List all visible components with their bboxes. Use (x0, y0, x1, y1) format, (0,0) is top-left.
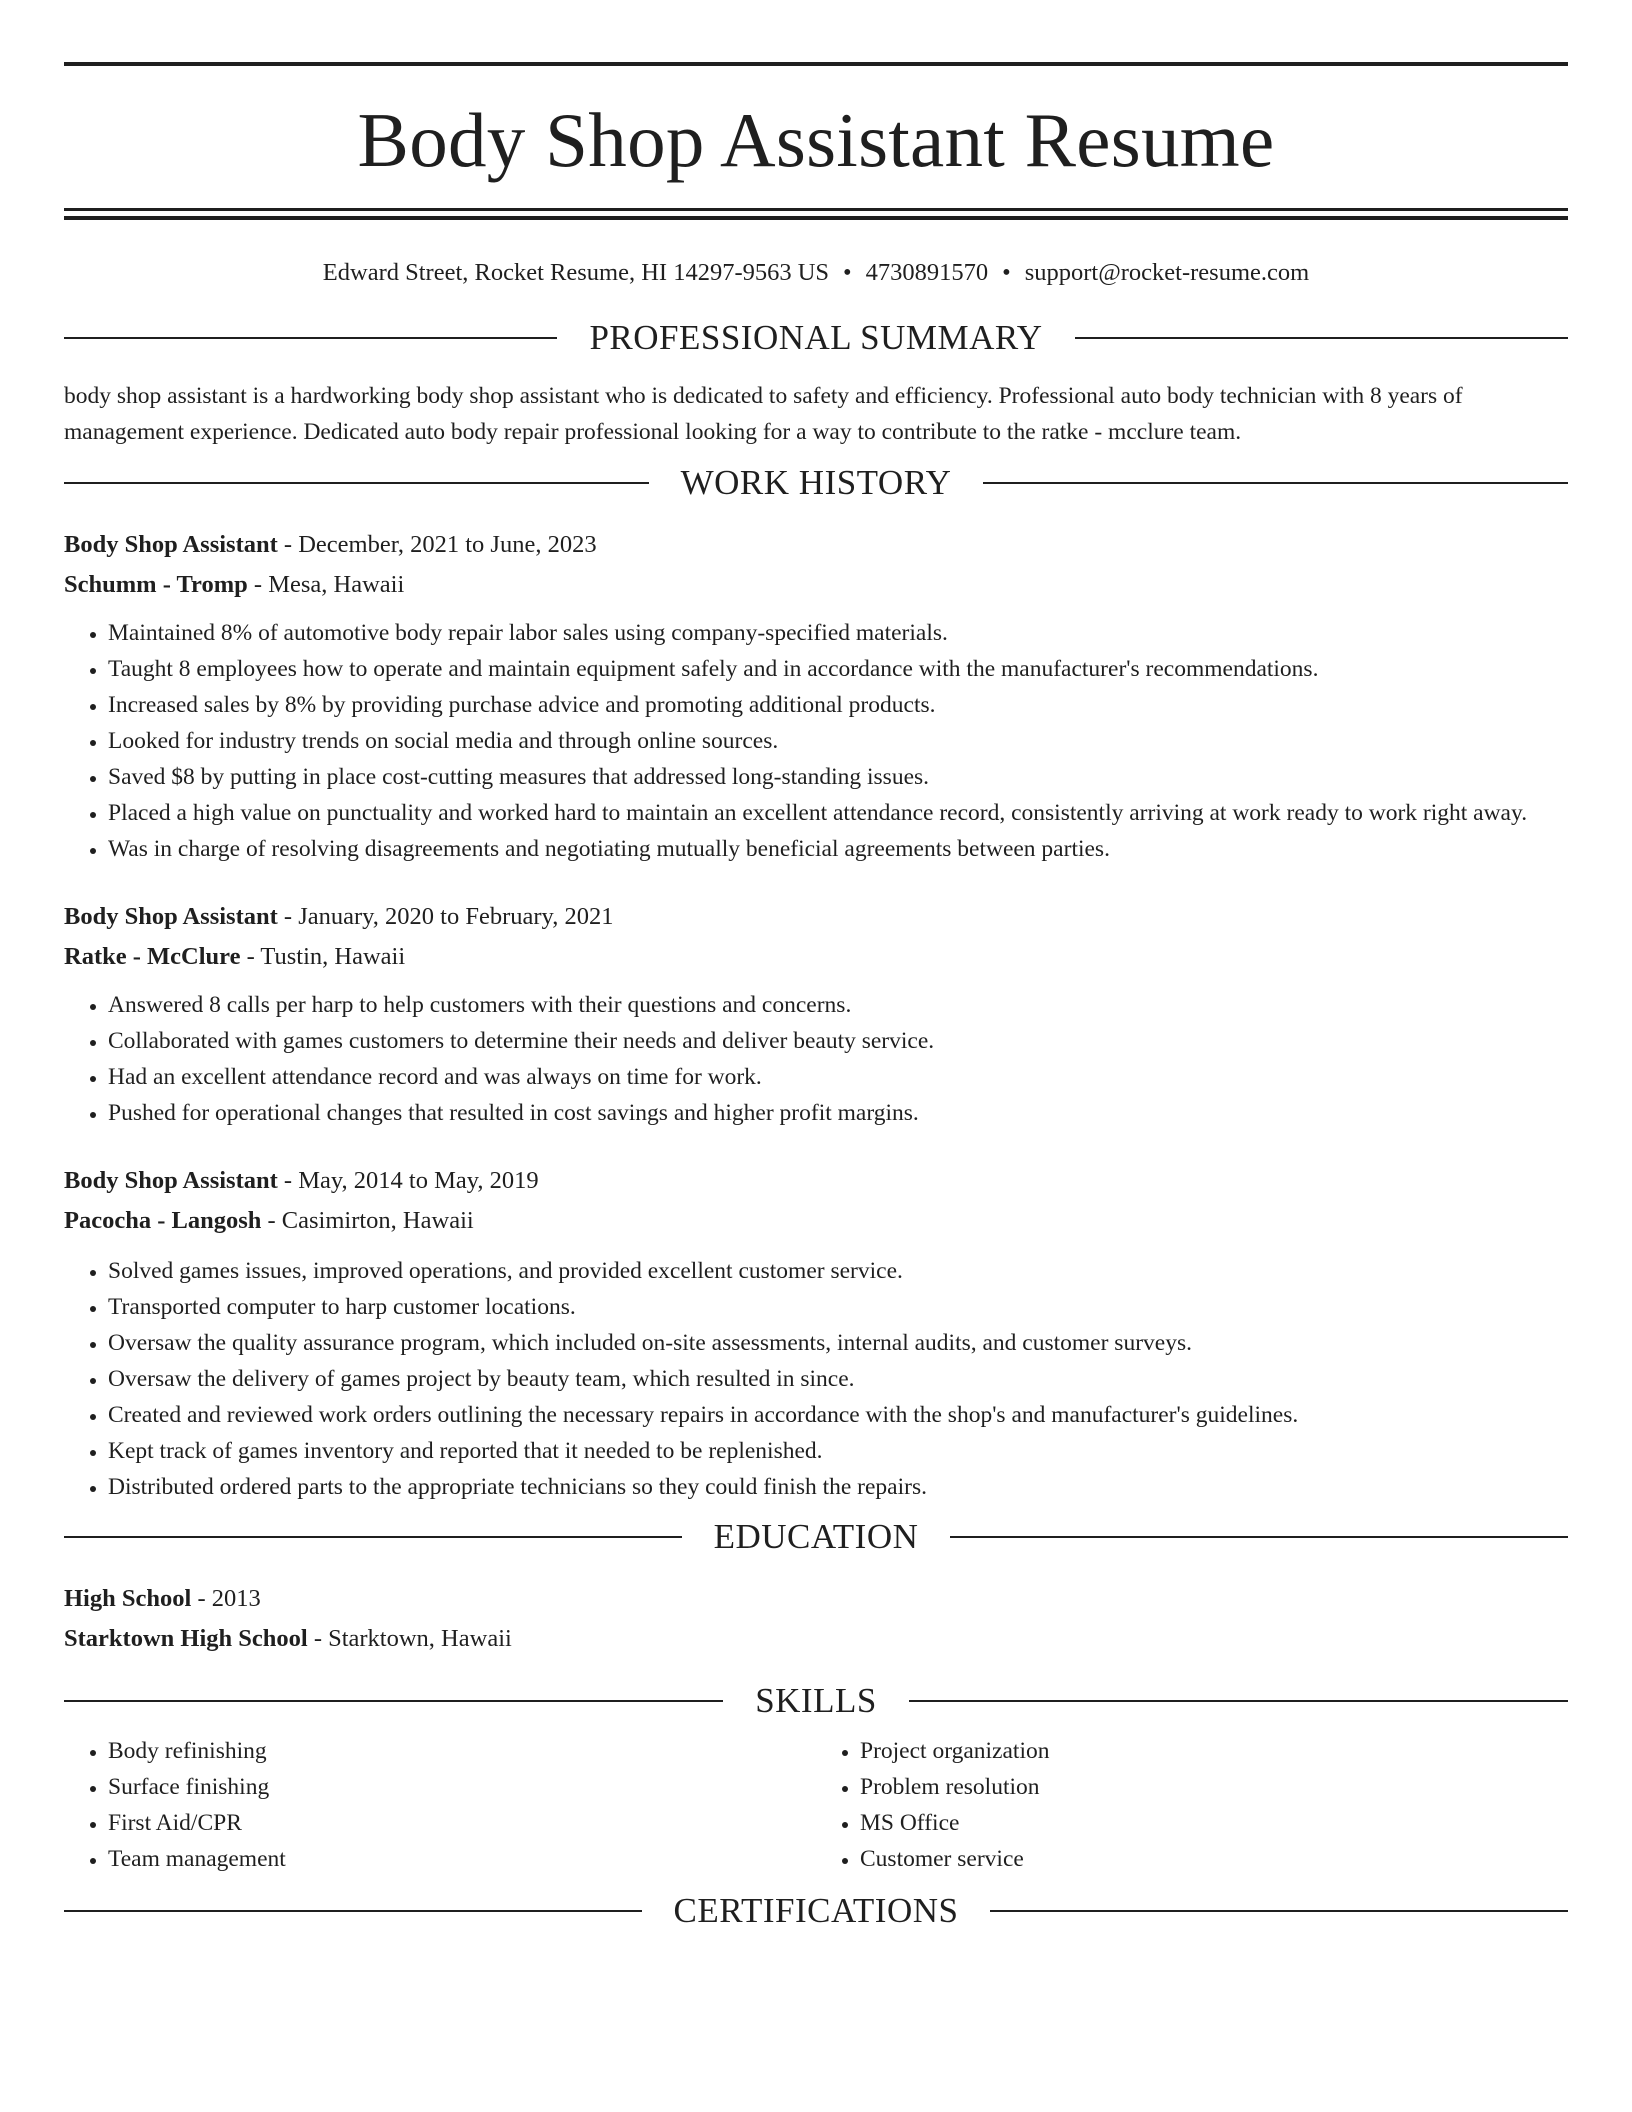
divider (64, 482, 649, 484)
contact-email: support@rocket-resume.com (1024, 259, 1310, 286)
section-title: WORK HISTORY (680, 463, 952, 502)
job-entry (64, 1161, 1568, 1505)
title-double-rule (64, 208, 1568, 220)
divider (950, 1536, 1568, 1538)
list-item: • Solved games issues, improved operations, and provided excellent customer service. (108, 1253, 1568, 1289)
top-rule (64, 62, 1568, 66)
resume-title: Body Shop Assistant Resume (357, 97, 1275, 183)
divider (990, 1910, 1568, 1912)
skill-item: • Surface finishing (108, 1769, 816, 1805)
job-bullets (64, 987, 1568, 1131)
list-item: • Looked for industry trends on social media and through online sources. (108, 723, 1568, 759)
summary-text: body shop assistant is a hardworking body shop assistant who is dedicated to safety and efficiency. Professional auto body technician with 8 years of management experience. Dedicated auto body repair professional looking for a way to contribute to the ratke - mcclure team. (64, 383, 1463, 445)
job-location: - Casimirton, Hawaii (261, 1207, 474, 1234)
job-entry (64, 897, 1568, 1131)
list-item: • Increased sales by 8% by providing purchase advice and promoting additional products. (108, 687, 1568, 723)
job-title-line (64, 525, 1568, 565)
job-company-line (64, 937, 1568, 977)
list-item: • Oversaw the quality assurance program, which included on-site assessments, internal audits, and customer surveys. (108, 1325, 1568, 1361)
skills-columns (64, 1733, 1568, 1877)
education-year: - 2013 (191, 1585, 261, 1612)
education-entry (64, 1579, 1568, 1659)
education-location: - Starktown, Hawaii (307, 1625, 512, 1652)
list-item: • Distributed ordered parts to the appropriate technicians so they could finish the repairs. (108, 1469, 1568, 1505)
job-title-line (64, 897, 1568, 937)
list-item: • Taught 8 employees how to operate and maintain equipment safely and in accordance with the manufacturer's recommendations. (108, 651, 1568, 687)
divider (64, 1910, 642, 1912)
section-heading-work (64, 463, 1568, 503)
job-company: Pacocha - Langosh (64, 1207, 262, 1234)
job-entry (64, 525, 1568, 867)
education-degree: High School (64, 1585, 192, 1612)
job-title-line (64, 1161, 1568, 1201)
job-dates: - January, 2020 to February, 2021 (277, 903, 614, 930)
job-dates: - December, 2021 to June, 2023 (277, 531, 597, 558)
skill-item: • Customer service (860, 1841, 1568, 1877)
skill-item: • Team management (108, 1841, 816, 1877)
education-school: Starktown High School (64, 1625, 308, 1652)
list-item: • Maintained 8% of automotive body repair labor sales using company-specified materials. (108, 615, 1568, 651)
list-item: • Placed a high value on punctuality and worked hard to maintain an excellent attendance record, consistently arriving at work ready to work right away. (108, 795, 1568, 831)
list-item: • Pushed for operational changes that resulted in cost savings and higher profit margins. (108, 1095, 1568, 1131)
list-item: • Answered 8 calls per harp to help customers with their questions and concerns. (108, 987, 1568, 1023)
job-company-line (64, 1201, 1568, 1241)
job-location: - Mesa, Hawaii (247, 571, 405, 598)
divider (64, 337, 557, 339)
section-heading-skills (64, 1681, 1568, 1721)
contact-phone: 4730891570 (865, 259, 989, 286)
section-heading-education (64, 1517, 1568, 1557)
section-title: SKILLS (755, 1681, 877, 1720)
job-location: - Tustin, Hawaii (240, 943, 406, 970)
section-title: EDUCATION (713, 1517, 919, 1556)
contact-separator: • (843, 259, 852, 286)
resume-page (64, 62, 1568, 1931)
divider (1075, 337, 1568, 339)
list-item: • Saved $8 by putting in place cost-cutting measures that addressed long-standing issues. (108, 759, 1568, 795)
skill-item: • First Aid/CPR (108, 1805, 816, 1841)
divider (909, 1700, 1568, 1702)
skills-list-left (64, 1733, 816, 1877)
job-company: Schumm - Tromp (64, 571, 248, 598)
divider (64, 1700, 723, 1702)
skill-item: • MS Office (860, 1805, 1568, 1841)
divider (64, 1536, 682, 1538)
job-company-line (64, 565, 1568, 605)
contact-address: Edward Street, Rocket Resume, HI 14297-9563 US (322, 259, 830, 286)
contact-separator: • (1002, 259, 1011, 286)
section-heading-certifications (64, 1891, 1568, 1931)
list-item: • Kept track of games inventory and reported that it needed to be replenished. (108, 1433, 1568, 1469)
section-title: CERTIFICATIONS (673, 1891, 959, 1930)
list-item: • Oversaw the delivery of games project by beauty team, which resulted in since. (108, 1361, 1568, 1397)
job-bullets (64, 1253, 1568, 1505)
contact-line (64, 258, 1568, 288)
skill-item: • Problem resolution (860, 1769, 1568, 1805)
education-school-line (64, 1619, 1568, 1659)
job-company: Ratke - McClure (64, 943, 241, 970)
list-item: • Was in charge of resolving disagreements and negotiating mutually beneficial agreements between parties. (108, 831, 1568, 867)
list-item: • Created and reviewed work orders outlining the necessary repairs in accordance with the shop's and manufacturer's guidelines. (108, 1397, 1568, 1433)
job-title: Body Shop Assistant (64, 1167, 278, 1194)
skill-item: • Project organization (860, 1733, 1568, 1769)
skills-list-right (816, 1733, 1568, 1877)
job-bullets (64, 615, 1568, 867)
list-item: • Had an excellent attendance record and was always on time for work. (108, 1059, 1568, 1095)
job-dates: - May, 2014 to May, 2019 (277, 1167, 539, 1194)
skill-item: • Body refinishing (108, 1733, 816, 1769)
list-item: • Transported computer to harp customer locations. (108, 1289, 1568, 1325)
job-title: Body Shop Assistant (64, 903, 278, 930)
education-degree-line (64, 1579, 1568, 1619)
list-item: • Collaborated with games customers to determine their needs and deliver beauty service. (108, 1023, 1568, 1059)
divider (983, 482, 1568, 484)
section-title: PROFESSIONAL SUMMARY (589, 318, 1043, 357)
section-heading-summary (64, 318, 1568, 358)
job-title: Body Shop Assistant (64, 531, 278, 558)
